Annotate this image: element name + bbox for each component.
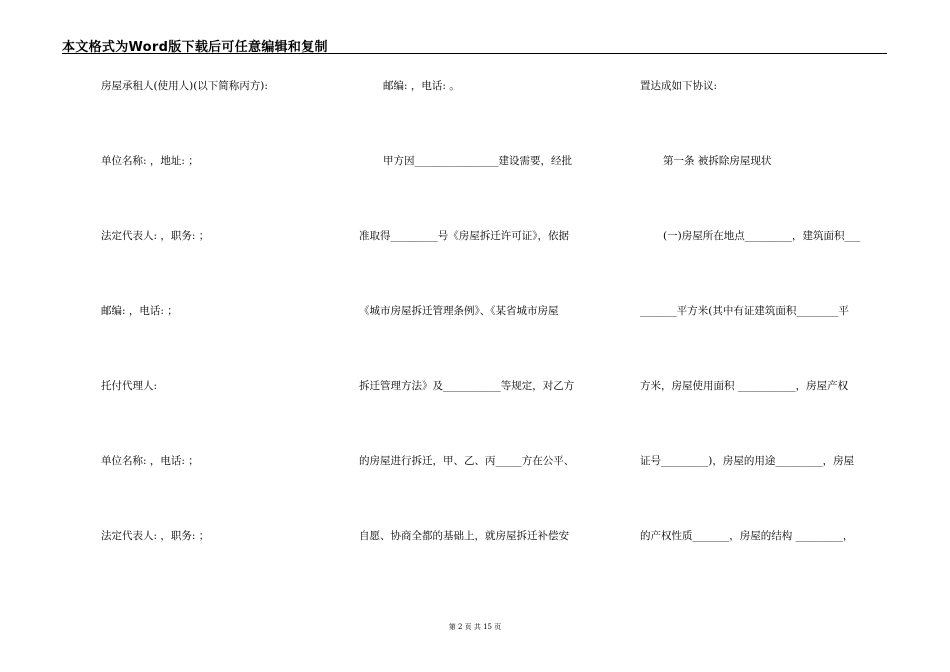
right-line-6: 证号_________)，房屋的用途_________，房屋 [640,455,855,467]
page-number-footer: 第 2 页 共 15 页 [448,623,502,631]
right-line-2: 第一条 被拆除房屋现状 [663,155,772,167]
left-line-2: 单位名称: ，地址: ； [101,155,199,167]
right-line-5: 方米，房屋使用面积 ___________，房屋产权 [640,380,849,392]
middle-column [359,0,621,672]
left-line-4: 邮编: ，电话: ； [101,305,178,317]
right-column [640,0,887,672]
middle-line-3: 准取得_________号《房屋拆迁许可证》，依据 [359,230,569,242]
left-column [101,0,341,672]
middle-line-1: 邮编: ，电话: 。 [383,80,460,92]
right-line-7: 的产权性质_______，房屋的结构 _________， [640,530,854,542]
left-line-5: 托付代理人: [101,380,158,392]
right-line-3: (一)房屋所在地点_________，建筑面积___ [663,230,861,242]
middle-line-2: 甲方因________________建设需要，经批 [383,155,572,167]
left-line-7: 法定代表人: ，职务: ； [101,530,210,542]
left-line-1: 房屋承租人(使用人)(以下简称丙方): [101,80,268,92]
middle-line-6: 的房屋进行拆迁，甲、乙、丙_____方在公平、 [359,455,575,467]
middle-line-7: 自愿、协商全都的基础上，就房屋拆迁补偿安 [359,530,569,542]
left-line-6: 单位名称: ，电话: ； [101,455,199,467]
right-line-4: _______平方米(其中有证建筑面积________平 [640,305,849,317]
document-header-title: 本文格式为Word版下载后可任意编辑和复制 [62,40,328,55]
middle-line-5: 拆迁管理方法》及___________等规定，对乙方 [359,380,575,392]
left-line-3: 法定代表人: ，职务: ； [101,230,210,242]
middle-line-4: 《城市房屋拆迁管理条例》、《某省城市房屋 [359,305,559,317]
right-line-1: 置达成如下协议: [640,80,718,92]
